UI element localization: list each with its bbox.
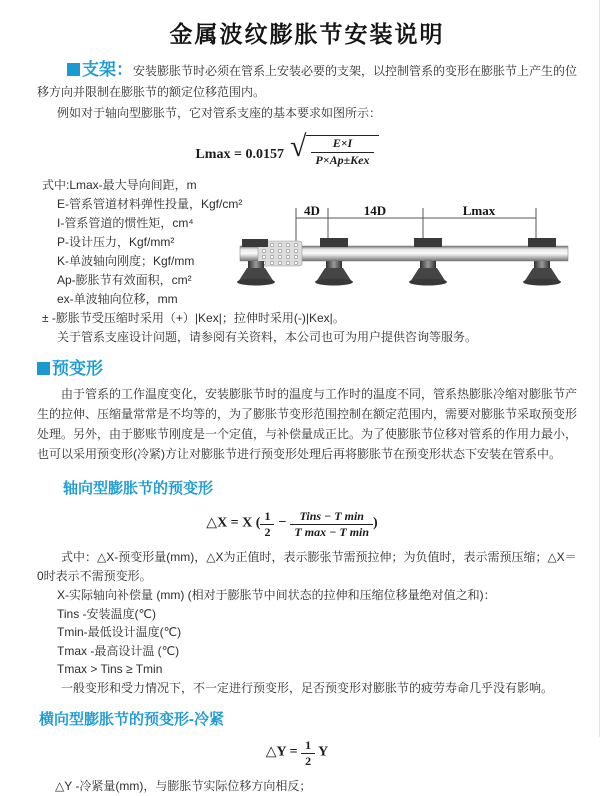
support-intro-text: 安装膨胀节时必须在管系上安装必要的支架，以控制管系的变形在膨胀节上产生的位移方向并限制在膨胀节的额定位移范围内。 [37,64,578,99]
definition-line: E-管系管道材料弹性投量，Kgf/cm² [57,196,243,211]
definition-line: Tmax > Tins ≥ Tmin [57,662,163,677]
fraction-numerator: Tins − T min [290,510,373,526]
definition-line: ex-单波轴向位移，mm [57,291,178,306]
predeform-section-heading [37,360,577,377]
fraction-numerator: E×I [311,137,373,153]
support-example-line: 例如对于轴向型膨胀节，它对管系支座的基本要求如图所示： [57,106,382,120]
formula-definitions-block [37,176,577,347]
fraction-numerator: 1 [301,739,315,755]
fraction-denominator: 2 [305,754,312,769]
support-section-heading [67,60,133,79]
formula-rhs: Y [318,744,329,760]
section-marker-icon [67,63,80,76]
pipe-support [409,238,447,286]
pipe-support [523,238,561,286]
definition-line: Ap-膨胀节有效面积，cm² [57,272,192,287]
definition-line: I-管系管道的惯性矩，cm⁴ [57,215,194,230]
radicand [306,135,378,168]
formula-lhs: △X = X ( [206,515,261,531]
fraction [311,137,373,168]
pipe-support-diagram [238,202,598,298]
minus-operator: − [278,515,287,531]
dimension-label-lmax: Lmax [462,202,496,218]
guide-spacing-formula [37,130,537,168]
radical-symbol: √ [289,130,307,163]
lateral-coldtight-formula [37,739,557,770]
temperature-fraction [290,510,373,541]
definition-line: 式中:Lmax-最大导向间距，m [42,177,197,192]
support-intro-paragraph [37,61,577,103]
axial-explanation: 式中：△X-预变形量(mm)，△X为正值时，表示膨张节需预拉伸；为负值时，表示需预压缩；△X＝0时表示不需预变形。 [37,550,577,584]
definition-line: Tmin-最低设计温度(℃) [57,625,182,640]
definition-line: Tmax -最高设计温 (℃) [57,643,180,658]
definition-line: K-单波轴向刚度；Kgf/mm [57,253,195,268]
axial-predeform-formula [37,510,547,541]
lateral-subheading: 横向型膨胀节的预变形-冷紧 [39,710,224,728]
fraction-denominator: P×Ap±Kex [315,152,370,167]
half-fraction [260,510,274,541]
definition-line: P-设计压力，Kgf/mm² [57,234,175,249]
dimension-label-14d: 14D [363,202,387,218]
dimension-label-4d: 4D [304,202,320,218]
definition-line: X-实际轴向补偿量 (mm) (相对于膨胀节中间状态的拉伸和压缩位移量绝对值之和)： [57,588,496,603]
fraction-denominator: T max − T min [294,525,370,540]
definition-line: Tins -安装温度(℃) [57,606,157,621]
support-heading-label: 支架： [82,60,133,79]
support-note: 关于管系支座设计问题，请参阅有关资料，本公司也可为用户提供咨询等服务。 [57,329,478,344]
formula-rhs: ) [373,515,378,531]
definition-line: ± -膨胀节受压缩时采用（+）|Kex|；拉伸时采用(-)|Kex|。 [42,310,345,325]
axial-definitions-block [57,586,577,679]
fraction-numerator: 1 [260,510,274,526]
fraction-denominator: 2 [264,525,271,540]
pipe-support [315,238,353,286]
lateral-definition-line: △Y -冷紧量(mm)，与膨胀节实际位移方向相反； [55,779,312,794]
formula-lhs: Lmax = 0.0157 [195,147,284,162]
half-fraction [301,739,315,770]
predeform-heading-label: 预变形 [52,358,103,378]
axial-note: 一般变形和受力情况下，不一定进行预变形，足否预变形对膨胀节的疲劳寿命几乎没有影响。 [61,680,554,695]
axial-subheading: 轴向型膨胀节的预变形 [63,479,214,497]
page-title: 金属波纹膨胀节安装说明 [169,21,445,47]
formula-lhs: △Y = [265,744,298,760]
section-marker-icon [37,362,50,375]
sqrt-expression [289,130,379,168]
predeform-paragraph: 由于管系的工作温度变化，安装膨胀节时的温度与工作时的温度不同，管系热膨胀冷缩对膨胀节产生的拉伸、压缩量常常是不均等的，为了膨胀节变形范围控制在额定范围内，需要对膨胀节采取预变形处理。另外，由于膨账节刚度是一个定值，与补偿量成正比。为了使膨胀节位移对管系的作用力最小，也可以采用预变形(冷紧)方让对膨胀节进行预变形处理后再将膨胀节在预变形状态下安装在管系中。 [37,386,578,461]
